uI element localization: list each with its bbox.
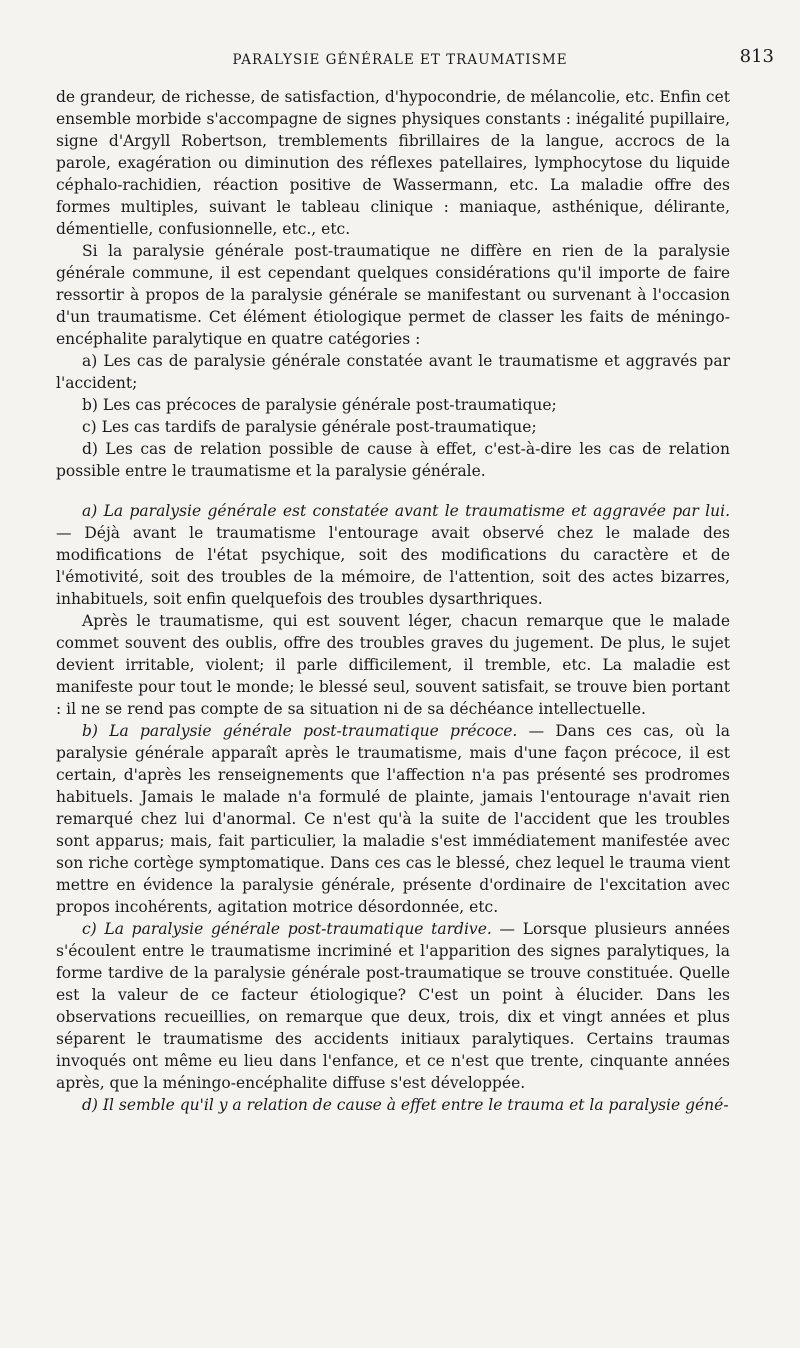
page-header bbox=[56, 46, 774, 76]
running-title: PARALYSIE GÉNÉRALE ET TRAUMATISME bbox=[232, 52, 568, 68]
section-heading: c) La paralysie générale post-traumatique tardive. bbox=[82, 920, 492, 938]
section-paragraph bbox=[56, 918, 730, 1094]
section-paragraph bbox=[56, 500, 730, 610]
section-text: — Dans ces cas, où la paralysie générale apparaît après le traumatisme, mais d'une façon précoce, il est certain, d'après les renseignements que l'affection n'a pas présenté ses prodromes habituels. Jamais le malade n'a formulé de plainte, jamais l'entourage n'avait rien remarqué chez lui d'anormal. Ce n'est qu'à la suite de l'accident que les troubles sont apparus; mais, fait particulier, la maladie s'est immédiatement manifestée avec son riche cortège symptomatique. Dans ces cas le blessé, chez lequel le trauma vient mettre en évidence la paralysie générale, présente d'ordinaire de l'excitation avec propos incohérents, agitation motrice désordonnée, etc. bbox=[56, 722, 730, 916]
section-paragraph bbox=[56, 1094, 730, 1116]
paragraph: Après le traumatisme, qui est souvent léger, chacun remarque que le malade commet souvent des oublis, offre des troubles graves du jugement. De plus, le sujet devient irritable, violent; il parle difficilement, il tremble, etc. La maladie est manifeste pour tout le monde; le blessé seul, souvent satisfait, se trouve bien portant : il ne se rend pas compte de sa situation ni de sa déchéance intellectuelle. bbox=[56, 612, 730, 718]
section-paragraph bbox=[56, 720, 730, 918]
list-item: c) Les cas tardifs de paralysie générale post-traumatique; bbox=[82, 418, 537, 436]
body-text bbox=[56, 86, 730, 1116]
section-text: — Lorsque plusieurs années s'écoulent entre le traumatisme incriminé et l'apparition des signes paralytiques, la forme tardive de la paralysie générale post-traumatique se trouve constituée. Quelle est la valeur de ce facteur étiologique? C'est un point à élucider. Dans les observations recueillies, on remarque que deux, trois, dix et vingt années et plus séparent le traumatisme des accidents initiaux paralytiques. Certains traumas invoqués ont même eu lieu dans l'enfance, et ce n'est que trente, cinquante années après, que la méningo-encéphalite diffuse s'est développée. bbox=[56, 920, 730, 1092]
section-text: — Déjà avant le traumatisme l'entourage avait observé chez le malade des modifications de l'état psychique, soit des modifications du caractère et de l'émotivité, soit des troubles de la mémoire, de l'attention, soit des actes bizarres, inhabituels, soit enfin quelquefois des troubles dysarthriques. bbox=[56, 524, 730, 608]
list-item: d) Les cas de relation possible de cause à effet, c'est-à-dire les cas de relation possible entre le traumatisme et la paralysie générale. bbox=[56, 440, 730, 480]
section-heading: b) La paralysie générale post-traumatique précoce. bbox=[82, 722, 518, 740]
list-item: b) Les cas précoces de paralysie générale post-traumatique; bbox=[82, 396, 557, 414]
paragraph: Si la paralysie générale post-traumatique ne diffère en rien de la paralysie générale commune, il est cependant quelques considérations qu'il importe de faire ressortir à propos de la paralysie générale se manifestant ou survenant à l'occasion d'un traumatisme. Cet élément étiologique permet de classer les faits de méningo-encéphalite paralytique en quatre catégories : bbox=[56, 242, 730, 348]
section-heading: a) La paralysie générale est constatée avant le traumatisme et aggravée par lui. bbox=[82, 502, 730, 520]
paragraph: de grandeur, de richesse, de satisfaction, d'hypocondrie, de mélancolie, etc. Enfin cet ensemble morbide s'accompagne de signes physiques constants : inégalité pupillaire, signe d'Argyll Robertson, tremblements fibrillaires de la langue, accrocs de la parole, exagération ou diminution des réflexes patellaires, lymphocytose du liquide céphalo-rachidien, réaction positive de Wassermann, etc. La maladie offre des formes multiples, suivant le tableau clinique : maniaque, asthénique, délirante, démentielle, confusionnelle, etc., etc. bbox=[56, 88, 730, 238]
page-number: 813 bbox=[739, 46, 774, 67]
section-heading: d) Il semble qu'il y a relation de cause à effet entre le trauma et la paralysie géné- bbox=[82, 1096, 729, 1114]
list-item: a) Les cas de paralysie générale constatée avant le traumatisme et aggravés par l'accident; bbox=[56, 352, 730, 392]
